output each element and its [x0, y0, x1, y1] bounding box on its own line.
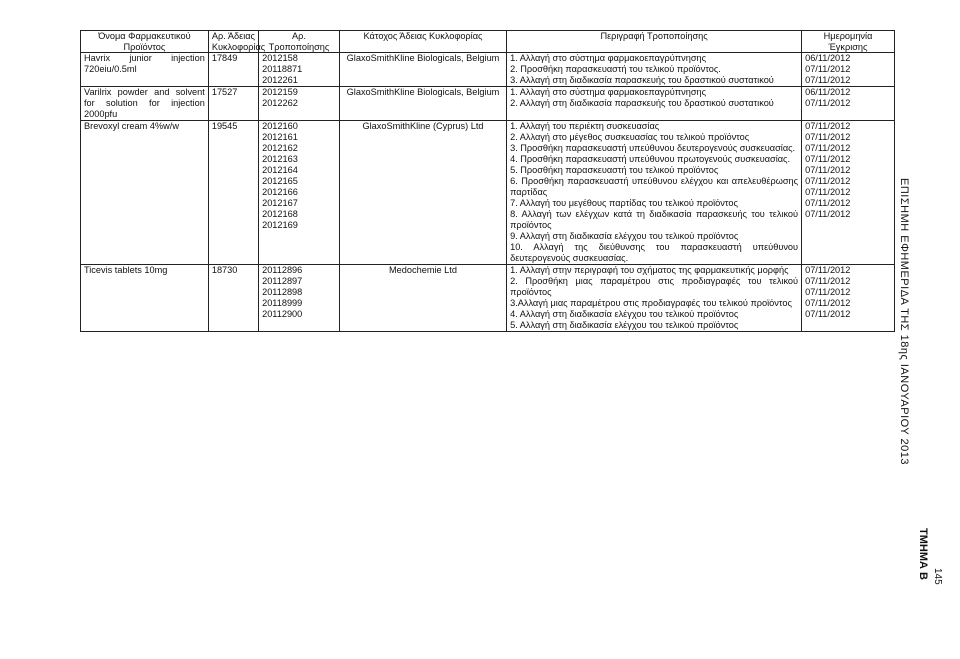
description-item: 2. Προσθήκη παρασκευαστή του τελικού προϊόντος. — [510, 64, 721, 74]
modification-number: 2012162 — [262, 143, 298, 153]
modification-numbers-cell — [259, 265, 340, 332]
modifications-table — [80, 30, 895, 332]
header-approval-date: Ημερομηνία Έγκρισης — [802, 31, 895, 53]
description-item: 3. Προσθήκη παρασκευαστή υπεύθυνου δευτερογενούς συσκευασίας. — [510, 143, 796, 153]
approval-date: 07/11/2012 — [805, 143, 851, 153]
description-item: 1. Αλλαγή του περιέκτη συσκευασίας — [510, 121, 660, 131]
product-name-cell: Brevoxyl cream 4%w/w — [81, 121, 209, 265]
approval-date: 07/11/2012 — [805, 198, 851, 208]
approval-date: 07/11/2012 — [805, 309, 851, 319]
license-holder-cell: GlaxoSmithKline Biologicals, Belgium — [339, 53, 506, 87]
modification-number: 2012161 — [262, 132, 298, 142]
description-item: 7. Αλλαγή του μεγέθους παρτίδας του τελικού προϊόντος — [510, 198, 738, 208]
header-modification-description: Περιγραφή Τροποποίησης — [507, 31, 802, 53]
table-row — [81, 121, 895, 265]
product-name-cell: Havrix junior injection 720eiu/0.5ml — [81, 53, 209, 87]
description-item: 2. Προσθήκη μιας παραμέτρου στις προδιαγραφές του τελικού προϊόντος — [510, 276, 799, 297]
approval-date: 07/11/2012 — [805, 121, 851, 131]
approval-dates-cell — [802, 53, 895, 87]
modification-description-cell — [507, 121, 802, 265]
approval-date: 07/11/2012 — [805, 64, 851, 74]
header-modification-number: Αρ. Τροποποίησης — [259, 31, 340, 53]
license-number-cell: 17527 — [208, 87, 258, 121]
license-number-cell: 18730 — [208, 265, 258, 332]
approval-date: 07/11/2012 — [805, 209, 851, 219]
approval-date: 07/11/2012 — [805, 276, 851, 286]
license-number-cell: 19545 — [208, 121, 258, 265]
approval-date: 07/11/2012 — [805, 176, 851, 186]
description-item: 8. Αλλαγή των ελέγχων κατά τη διαδικασία παρασκευής του τελικού προϊόντος — [510, 209, 799, 230]
modification-number: 20118871 — [262, 64, 303, 74]
table-row — [81, 87, 895, 121]
approval-dates-cell — [802, 121, 895, 265]
modification-number: 20118999 — [262, 298, 303, 308]
modification-number: 20112898 — [262, 287, 303, 297]
table-body — [81, 53, 895, 332]
description-item: 5. Προσθήκη παρασκευαστή του τελικού προϊόντος — [510, 165, 719, 175]
description-item: 4. Αλλαγή στη διαδικασία ελέγχου του τελικού προϊόντος — [510, 309, 739, 319]
product-name-cell: Ticevis tablets 10mg — [81, 265, 209, 332]
product-name-cell: Varilrix powder and solvent for solution for injection 2000pfu — [81, 87, 209, 121]
header-license-holder: Κάτοχος Άδειας Κυκλοφορίας — [339, 31, 506, 53]
approval-date: 07/11/2012 — [805, 154, 851, 164]
description-item: 10. Αλλαγή της διεύθυνσης του παρασκευαστή υπεύθυνου δευτερογενούς συσκευασίας. — [510, 242, 799, 263]
modification-number: 2012159 — [262, 87, 298, 97]
description-item: 4. Προσθήκη παρασκευαστή υπεύθυνου πρωτογενούς συσκευασίας. — [510, 154, 791, 164]
approval-date: 07/11/2012 — [805, 298, 851, 308]
modification-description-cell — [507, 265, 802, 332]
header-product-name: Όνομα Φαρμακευτικού Προϊόντος — [81, 31, 209, 53]
modification-number: 2012168 — [262, 209, 298, 219]
description-item: 3. Αλλαγή στη διαδικασία παρασκευής του δραστικού συστατικού — [510, 75, 774, 85]
journal-running-title: ΕΠΙΣΗΜΗ ΕΦΗΜΕΡΙΔΑ ΤΗΣ 18ης ΙΑΝΟΥΑΡΙΟΥ 2013 — [898, 178, 910, 466]
modification-numbers-cell — [259, 87, 340, 121]
license-holder-cell: GlaxoSmithKline Biologicals, Belgium — [339, 87, 506, 121]
approval-date: 07/11/2012 — [805, 75, 851, 85]
license-holder-cell: Medochemie Ltd — [339, 265, 506, 332]
description-item: 9. Αλλαγή στη διαδικασία ελέγχου του τελικού προϊόντος — [510, 231, 739, 241]
page-number: 145 — [932, 568, 943, 585]
modification-number: 20112896 — [262, 265, 303, 275]
approval-date: 06/11/2012 — [805, 53, 851, 63]
modification-numbers-cell — [259, 121, 340, 265]
description-item: 5. Αλλαγή στη διαδικασία ελέγχου του τελικού προϊόντος — [510, 320, 739, 330]
description-item: 3.Αλλαγή μιας παραμέτρου στις προδιαγραφές του τελικού προϊόντος — [510, 298, 792, 308]
approval-date: 07/11/2012 — [805, 287, 851, 297]
approval-dates-cell — [802, 265, 895, 332]
modification-number: 2012262 — [262, 98, 298, 108]
modification-number: 2012169 — [262, 220, 298, 230]
approval-date: 06/11/2012 — [805, 87, 851, 97]
license-number-cell: 17849 — [208, 53, 258, 87]
modification-numbers-cell — [259, 53, 340, 87]
modification-number: 2012261 — [262, 75, 298, 85]
modification-number: 2012167 — [262, 198, 298, 208]
approval-date: 07/11/2012 — [805, 165, 851, 175]
modification-number: 20112900 — [262, 309, 303, 319]
license-holder-cell: GlaxoSmithKline (Cyprus) Ltd — [339, 121, 506, 265]
modification-number: 2012164 — [262, 165, 298, 175]
header-row — [81, 31, 895, 53]
modification-description-cell — [507, 53, 802, 87]
table-row — [81, 53, 895, 87]
description-item: 2. Αλλαγή στο μέγεθος συσκευασίας του τελικού προϊόντος — [510, 132, 750, 142]
description-item: 1. Αλλαγή στο σύστημα φαρμακοεπαγρύπνησης — [510, 53, 707, 63]
modification-number: 2012163 — [262, 154, 298, 164]
approval-date: 07/11/2012 — [805, 265, 851, 275]
modification-description-cell — [507, 87, 802, 121]
modification-number: 2012165 — [262, 176, 298, 186]
description-item: 6. Προσθήκη παρασκευαστή υπεύθυνου ελέγχου και απελευθέρωσης παρτίδας — [510, 176, 799, 197]
modification-number: 2012160 — [262, 121, 298, 131]
approval-date: 07/11/2012 — [805, 98, 851, 108]
approval-dates-cell — [802, 87, 895, 121]
header-license-number: Αρ. Άδειας Κυκλοφορίας — [208, 31, 258, 53]
table-row — [81, 265, 895, 332]
description-item: 1. Αλλαγή στην περιγραφή του σχήματος της φαρμακευτικής μορφής — [510, 265, 789, 275]
part-label: ΤΜΗΜΑ Β — [917, 528, 929, 580]
description-item: 2. Αλλαγή στη διαδικασία παρασκευής του δραστικού συστατικού — [510, 98, 774, 108]
approval-date: 07/11/2012 — [805, 132, 851, 142]
description-item: 1. Αλλαγή στο σύστημα φαρμακοεπαγρύπνησης — [510, 87, 707, 97]
modification-number: 2012158 — [262, 53, 298, 63]
approval-date: 07/11/2012 — [805, 187, 851, 197]
modification-number: 20112897 — [262, 276, 303, 286]
modification-number: 2012166 — [262, 187, 298, 197]
